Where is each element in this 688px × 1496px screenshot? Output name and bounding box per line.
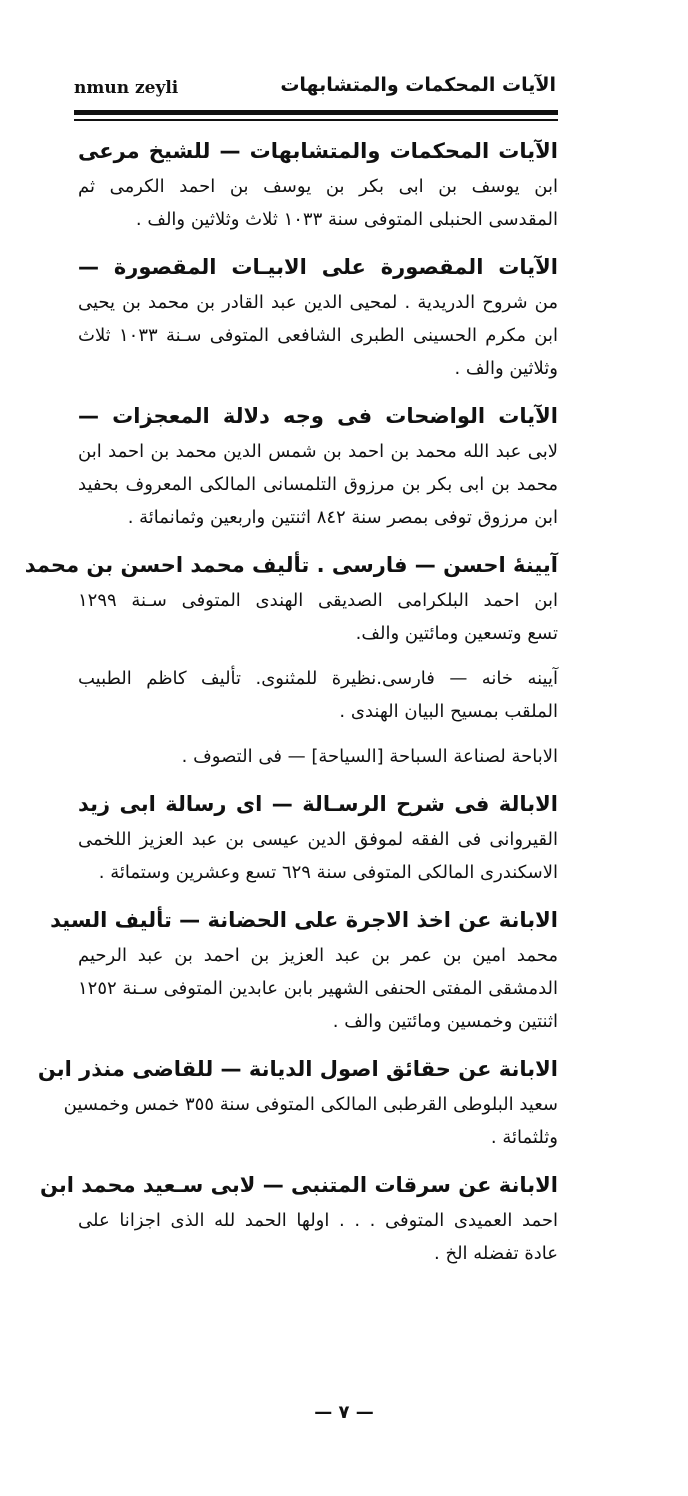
entry-line: اثنتين وخمسين ومائتين والف .	[332, 1011, 558, 1032]
page-number: — ٧ —	[314, 1402, 374, 1423]
entry	[78, 740, 558, 773]
entry-title-line: الابانة عن حقائق اصول الديانة — للقاضى منذر ابن	[37, 1057, 558, 1081]
entry-line: القيروانى فى الفقه لموفق الدين عيسى بن عبد العزيز اللخمى	[78, 829, 558, 850]
entry-line: محمد بن ابى بكر بن مرزوق التلمسانى المالكى المعروف بحفيد	[78, 474, 558, 495]
entry-title-line: الآيات المقصورة على الابيـات المقصورة —	[78, 255, 558, 279]
header-rule-thick	[74, 110, 558, 115]
entry	[37, 1050, 558, 1154]
entry-title-line: الاباحة لصناعة السباحة [السياحة] — فى التصوف .	[181, 746, 558, 767]
entry-line: احمد العميدى المتوفى . . . اولها الحمد لله الذى اجزانا على	[78, 1210, 558, 1231]
header-latin-title: nmun zeyli	[74, 78, 179, 98]
entry-line: لابى عبد الله محمد بن احمد بن شمس الدين محمد بن احمد ابن	[78, 441, 558, 462]
entry-title-line: الابانة عن سرقات المتنبى — لابى سـعيد محمد ابن	[39, 1173, 558, 1197]
entry	[78, 397, 558, 534]
entry-line: سعيد البلوطى القرطبى المالكى المتوفى سنة ٣٥٥ خمس وخمسين	[63, 1094, 558, 1115]
entry-line: محمد امين بن عمر بن عبد العزيز بن احمد بن عبد الرحيم	[78, 945, 558, 966]
entry-line: ابن يوسف بن ابى بكر بن يوسف بن احمد الكرمى ثم	[78, 176, 558, 197]
header-arabic-title: الآيات المحكمات والمتشابهات	[280, 74, 556, 96]
header-rule-thin	[74, 119, 558, 121]
entry-line: المقدسى الحنبلى المتوفى سنة ١٠٣٣ ثلاث وثلاثين والف .	[135, 209, 558, 230]
entry-title-line: آيينهٔ احسن — فارسى . تأليف محمد احسن بن محمد	[24, 553, 558, 577]
entry-line: وثلاثين والف .	[454, 358, 558, 379]
entry	[78, 662, 558, 728]
entry-line: ابن مكرم الحسينى الطبرى الشافعى المتوفى سـنة ١٠٣٣ ثلاث	[78, 325, 558, 346]
entry-title-line: الآيات المحكمات والمتشابهات — للشيخ مرعى	[78, 139, 558, 163]
entry	[78, 248, 558, 385]
entry-line: ابن مرزوق توفى بمصر سنة ٨٤٢ اثنتين واربعين وثمانمائة .	[127, 507, 558, 528]
entry-line: الملقب بمسيح البيان الهندى .	[339, 701, 558, 722]
entry-line: تسع وتسعين ومائتين والف.	[355, 623, 558, 644]
entry-title-line: آيينه خانه — فارسى.نظيرة للمثنوى. تأليف كاظم الطبيب	[78, 668, 558, 689]
entry-title-line: الابالة فى شرح الرسـالة — اى رسالة ابى زيد	[78, 792, 558, 816]
running-header	[74, 72, 556, 112]
entry	[39, 1166, 558, 1270]
entries-column	[24, 132, 558, 1282]
entry-line: ابن احمد البلكرامى الصديقى الهندى المتوفى سـنة ١٢٩٩	[78, 590, 558, 611]
entry	[78, 132, 558, 236]
entry-line: الدمشقى المفتى الحنفى الشهير بابن عابدين المتوفى سـنة ١٢٥٢	[78, 978, 558, 999]
entry-title-line: الابانة عن اخذ الاجرة على الحضانة — تأليف السيد	[50, 908, 558, 932]
entry-line: من شروح الدريدية . لمحيى الدين عبد القادر بن محمد بن يحيى	[78, 292, 558, 313]
entry	[24, 546, 558, 650]
entry-line: الاسكندرى المالكى المتوفى سنة ٦٢٩ تسع وعشرين وستمائة .	[98, 862, 558, 883]
entry-line: عادة تفضله الخ .	[434, 1243, 558, 1264]
entry	[78, 785, 558, 889]
entry-line: وثلثمائة .	[490, 1127, 558, 1148]
entry	[50, 901, 558, 1038]
entry-title-line: الآيات الواضحات فى وجه دلالة المعجزات —	[78, 404, 558, 428]
